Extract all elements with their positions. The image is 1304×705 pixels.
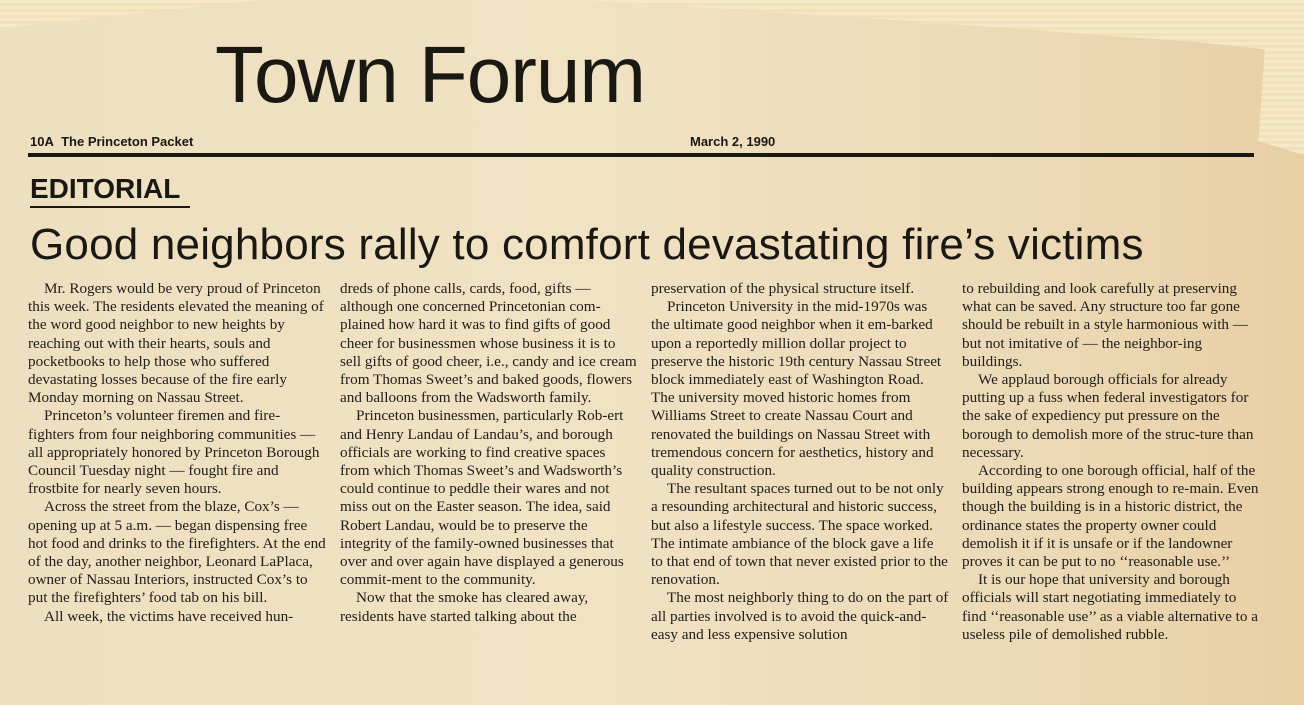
- paragraph: Princeton businessmen, particularly Rob-ert and Henry Landau of Landau’s, and borough officials are working to find creative spaces from which Thomas Sweet’s and Wadsworth’s could continue to peddle their wares and not miss out on the Easter season. The idea, said Robert Landau, would be to preserve the integrity of the family-owned businesses that over and over again have displayed a generous commit-ment to the community.: [340, 407, 624, 589]
- section-label: EDITORIAL: [30, 173, 181, 204]
- paragraph: Princeton’s volunteer firemen and fire-fighters from four neighboring communities — all appropriately honored by Princeton Borough Council Tuesday night — fought fire and frostbite for nearly seven hours.: [28, 407, 320, 498]
- article-column-2: [340, 280, 638, 626]
- paper-name: The Princeton Packet: [61, 134, 194, 149]
- article-column-1: [28, 280, 326, 626]
- paragraph: dreds of phone calls, cards, food, gifts — although one concerned Princetonian com-plained how hard it was to find gifts of good cheer for businessmen whose business it is to sell gifts of good cheer, i.e., candy and ice cream from Thomas Sweet’s and baked goods, flowers and balloons from the Wadsworth family.: [340, 280, 637, 407]
- page-number: 10A: [30, 134, 54, 149]
- paragraph: to rebuilding and look carefully at preserving what can be saved. Any structure too far gone should be rebuilt in a style harmonious with — but not imitative of — the neighbor-ing buildings.: [962, 280, 1248, 370]
- paragraph: The resultant spaces turned out to be not only a resounding architectural and historic success, but also a lifestyle success. The space worked. The intimate ambiance of the block gave a life to that end of town that never existed prior to the renovation.: [651, 480, 948, 589]
- paragraph: Mr. Rogers would be very proud of Princeton this week. The residents elevated the meaning of the word good neighbor to new heights by reaching out with their hearts, souls and pocketbooks to help those who suffered devastating losses because of the fire early Monday morning on Nassau Street.: [28, 280, 324, 407]
- masthead-title: Town Forum: [214, 30, 646, 119]
- paragraph: All week, the victims have received hun-: [44, 607, 294, 625]
- paragraph: Across the street from the blaze, Cox’s — opening up at 5 a.m. — began dispensing free hot food and drinks to the firefighters. At the end of the day, another neighbor, Leonard LaPlaca, owner of Nassau Interiors, instructed Cox’s to put the firefighters’ food tab on his bill.: [28, 498, 326, 607]
- paragraph: We applaud borough officials for already putting up a fuss when federal investigators for the sake of expediency put pressure on the borough to demolish more of the struc-ture than necessary.: [962, 371, 1254, 461]
- paragraph: Now that the smoke has cleared away, residents have started talking about the: [340, 589, 589, 625]
- article-column-4: [962, 280, 1260, 644]
- folio-left: [30, 134, 193, 149]
- paragraph: preservation of the physical structure itself.: [651, 280, 915, 297]
- article-column-3: [651, 280, 949, 644]
- headline: Good neighbors rally to comfort devastating fire’s victims: [30, 220, 1144, 269]
- paragraph: The most neighborly thing to do on the part of all parties involved is to avoid the quick-and-easy and less expensive solution: [651, 589, 949, 643]
- masthead-rule: [28, 153, 1254, 157]
- issue-date: March 2, 1990: [690, 134, 776, 149]
- paragraph: Princeton University in the mid-1970s was the ultimate good neighbor when it em-barked upon a reportedly million dollar project to preserve the historic 19th century Nassau Street block immediately east of Washington Road. The university moved historic homes from Williams Street to create Nassau Court and renovated the buildings on Nassau Street with tremendous concern for aesthetics, history and quality construction.: [651, 298, 942, 480]
- paragraph: It is our hope that university and borough officials will start negotiating immediately to find ‘‘reasonable use’’ as a viable alternative to a useless pile of demolished rubble.: [962, 571, 1259, 643]
- section-underline: [30, 206, 190, 208]
- paragraph: According to one borough official, half of the building appears strong enough to re-main. Even though the building is in a historic district, the ordinance states the property owner could demolish it if it is unsafe or if the landowner proves it can be put to no ‘‘reasonable use.’’: [962, 462, 1259, 571]
